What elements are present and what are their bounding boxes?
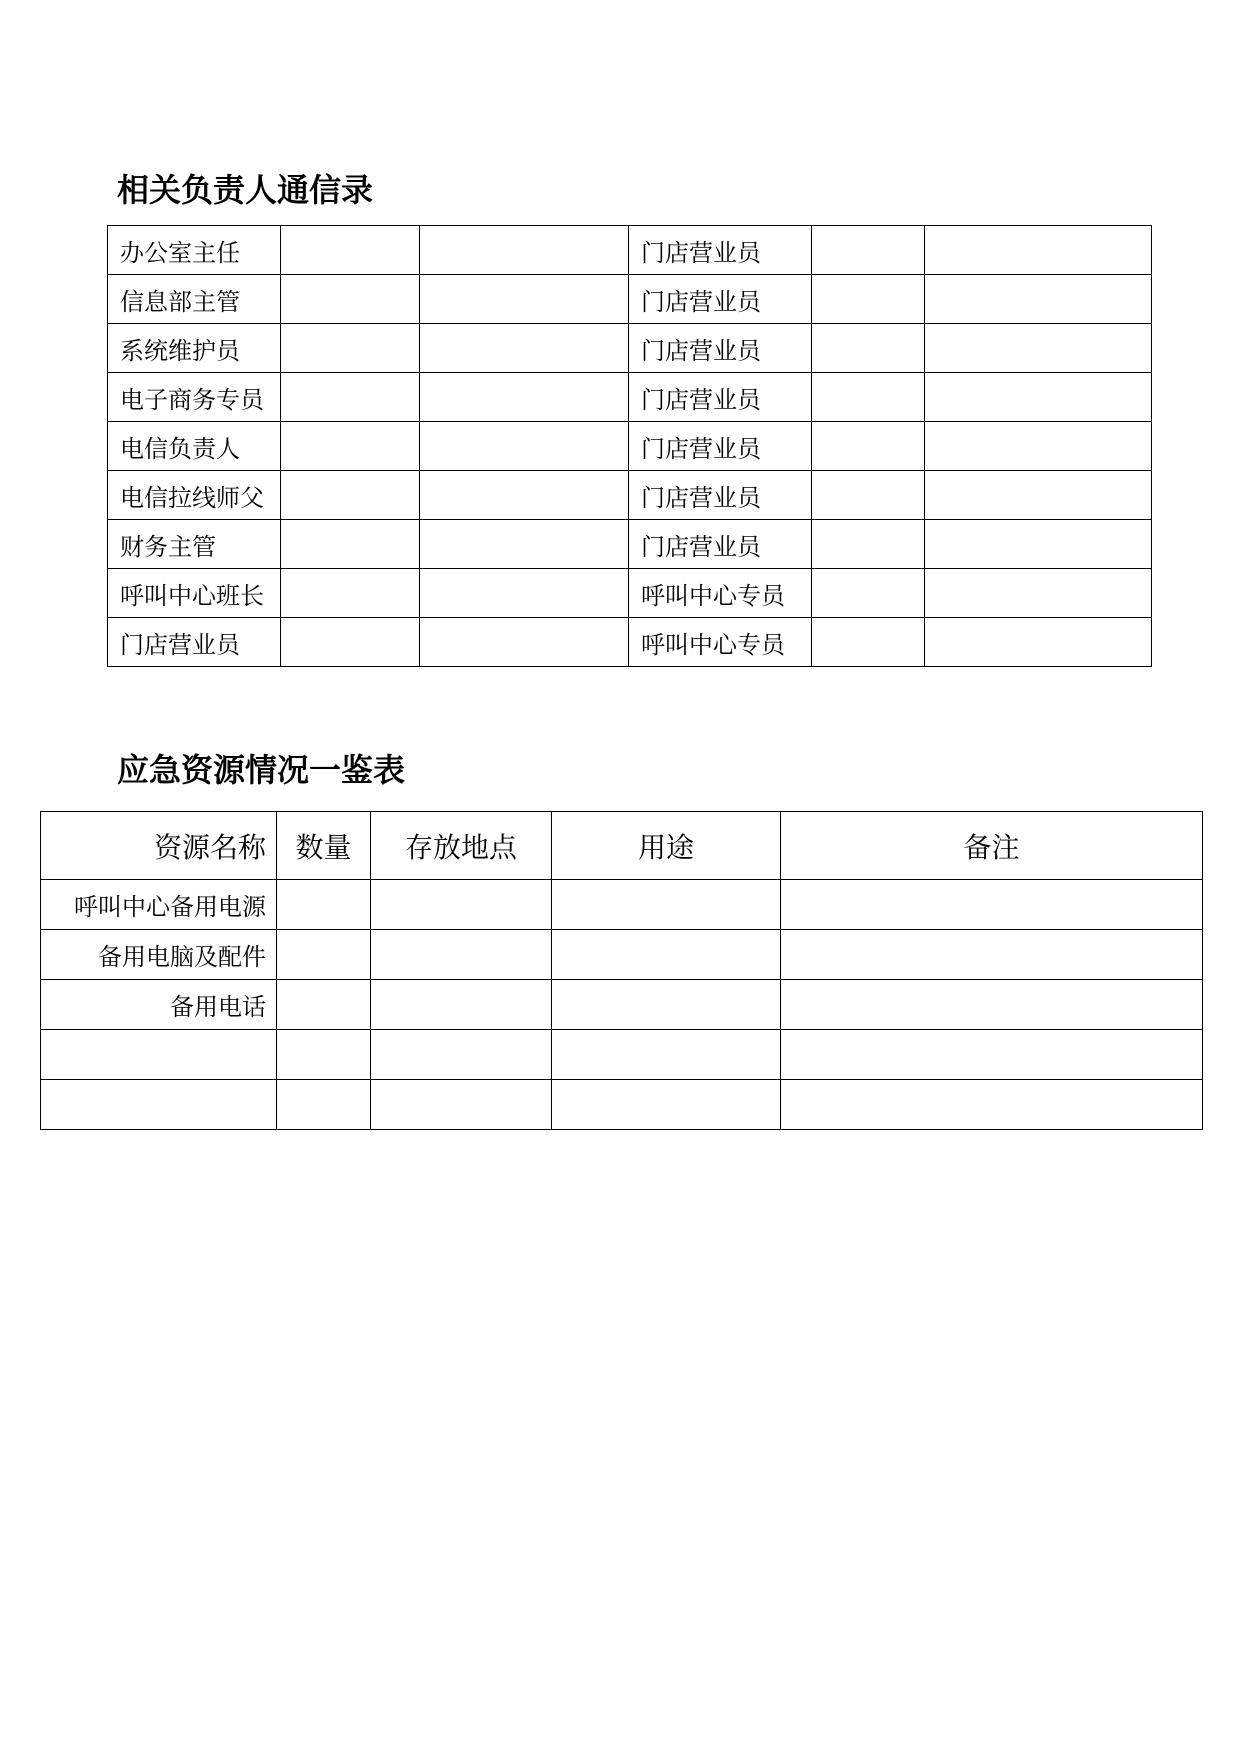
contact-name-cell-right[interactable] (812, 226, 925, 275)
resource-purpose-cell[interactable] (552, 980, 781, 1030)
contact-name-cell-left[interactable] (281, 618, 420, 667)
resource-name-cell: 呼叫中心备用电源 (41, 880, 277, 930)
contact-role-right: 门店营业员 (629, 471, 812, 520)
contact-role-right: 呼叫中心专员 (629, 618, 812, 667)
contact-phone-cell-right[interactable] (925, 618, 1152, 667)
contact-phone-cell-right[interactable] (925, 324, 1152, 373)
resource-quantity-cell[interactable] (277, 1030, 371, 1080)
contact-role-left: 信息部主管 (108, 275, 281, 324)
contact-role-right: 门店营业员 (629, 422, 812, 471)
contact-role-right: 门店营业员 (629, 373, 812, 422)
contact-name-cell-right[interactable] (812, 324, 925, 373)
resource-location-cell[interactable] (371, 880, 552, 930)
contacts-section-title: 相关负责人通信录 (117, 171, 374, 209)
resource-quantity-cell[interactable] (277, 930, 371, 980)
contact-role-right: 门店营业员 (629, 275, 812, 324)
contact-role-right: 呼叫中心专员 (629, 569, 812, 618)
resource-remarks-cell[interactable] (781, 980, 1203, 1030)
contact-row (108, 422, 1152, 471)
resource-quantity-cell[interactable] (277, 880, 371, 930)
contact-phone-cell-left[interactable] (420, 618, 629, 667)
resources-table (40, 811, 1203, 1130)
header-purpose: 用途 (552, 812, 781, 880)
contact-name-cell-right[interactable] (812, 275, 925, 324)
contact-phone-cell-left[interactable] (420, 422, 629, 471)
contact-role-left: 电子商务专员 (108, 373, 281, 422)
contacts-table (107, 225, 1152, 667)
header-remarks: 备注 (781, 812, 1203, 880)
contact-row (108, 373, 1152, 422)
header-quantity: 数量 (277, 812, 371, 880)
contact-phone-cell-right[interactable] (925, 569, 1152, 618)
contact-phone-cell-right[interactable] (925, 373, 1152, 422)
contact-role-left: 门店营业员 (108, 618, 281, 667)
contact-name-cell-left[interactable] (281, 569, 420, 618)
resource-location-cell[interactable] (371, 930, 552, 980)
contact-role-right: 门店营业员 (629, 520, 812, 569)
resource-remarks-cell[interactable] (781, 1080, 1203, 1130)
contact-role-left: 呼叫中心班长 (108, 569, 281, 618)
contact-phone-cell-right[interactable] (925, 471, 1152, 520)
contact-phone-cell-right[interactable] (925, 226, 1152, 275)
contact-name-cell-right[interactable] (812, 618, 925, 667)
contact-phone-cell-right[interactable] (925, 422, 1152, 471)
resource-row (41, 1030, 1203, 1080)
resource-location-cell[interactable] (371, 1030, 552, 1080)
resource-remarks-cell[interactable] (781, 880, 1203, 930)
contact-row (108, 618, 1152, 667)
resource-name-cell[interactable] (41, 1080, 277, 1130)
contact-row (108, 226, 1152, 275)
resource-name-cell[interactable] (41, 1030, 277, 1080)
contact-phone-cell-left[interactable] (420, 569, 629, 618)
contact-name-cell-right[interactable] (812, 471, 925, 520)
contact-name-cell-left[interactable] (281, 422, 420, 471)
resources-header-row (41, 812, 1203, 880)
resources-section-title: 应急资源情况一鉴表 (117, 751, 406, 789)
resource-row (41, 930, 1203, 980)
header-resource-name: 资源名称 (41, 812, 277, 880)
resource-name-cell: 备用电话 (41, 980, 277, 1030)
contact-name-cell-left[interactable] (281, 373, 420, 422)
contact-name-cell-left[interactable] (281, 471, 420, 520)
contact-role-right: 门店营业员 (629, 226, 812, 275)
contact-role-left: 办公室主任 (108, 226, 281, 275)
resource-location-cell[interactable] (371, 1080, 552, 1130)
resource-purpose-cell[interactable] (552, 1080, 781, 1130)
contact-phone-cell-right[interactable] (925, 275, 1152, 324)
contact-role-left: 财务主管 (108, 520, 281, 569)
resource-location-cell[interactable] (371, 980, 552, 1030)
header-location: 存放地点 (371, 812, 552, 880)
contact-name-cell-right[interactable] (812, 520, 925, 569)
resource-row (41, 1080, 1203, 1130)
resource-name-cell: 备用电脑及配件 (41, 930, 277, 980)
contact-role-left: 系统维护员 (108, 324, 281, 373)
resource-row (41, 980, 1203, 1030)
resource-remarks-cell[interactable] (781, 930, 1203, 980)
contact-phone-cell-left[interactable] (420, 275, 629, 324)
contact-role-left: 电信负责人 (108, 422, 281, 471)
contact-row (108, 275, 1152, 324)
contact-name-cell-right[interactable] (812, 373, 925, 422)
contact-phone-cell-left[interactable] (420, 226, 629, 275)
contact-phone-cell-left[interactable] (420, 373, 629, 422)
resource-purpose-cell[interactable] (552, 880, 781, 930)
contact-role-right: 门店营业员 (629, 324, 812, 373)
resource-purpose-cell[interactable] (552, 930, 781, 980)
contact-row (108, 569, 1152, 618)
resource-purpose-cell[interactable] (552, 1030, 781, 1080)
contact-row (108, 471, 1152, 520)
contact-row (108, 324, 1152, 373)
contact-name-cell-left[interactable] (281, 226, 420, 275)
contact-name-cell-right[interactable] (812, 569, 925, 618)
resource-row (41, 880, 1203, 930)
contact-phone-cell-right[interactable] (925, 520, 1152, 569)
contact-phone-cell-left[interactable] (420, 324, 629, 373)
resource-quantity-cell[interactable] (277, 1080, 371, 1130)
contact-phone-cell-left[interactable] (420, 471, 629, 520)
contact-row (108, 520, 1152, 569)
contact-name-cell-right[interactable] (812, 422, 925, 471)
contact-phone-cell-left[interactable] (420, 520, 629, 569)
contact-name-cell-left[interactable] (281, 275, 420, 324)
resource-quantity-cell[interactable] (277, 980, 371, 1030)
contact-role-left: 电信拉线师父 (108, 471, 281, 520)
contact-name-cell-left[interactable] (281, 324, 420, 373)
resource-remarks-cell[interactable] (781, 1030, 1203, 1080)
contact-name-cell-left[interactable] (281, 520, 420, 569)
